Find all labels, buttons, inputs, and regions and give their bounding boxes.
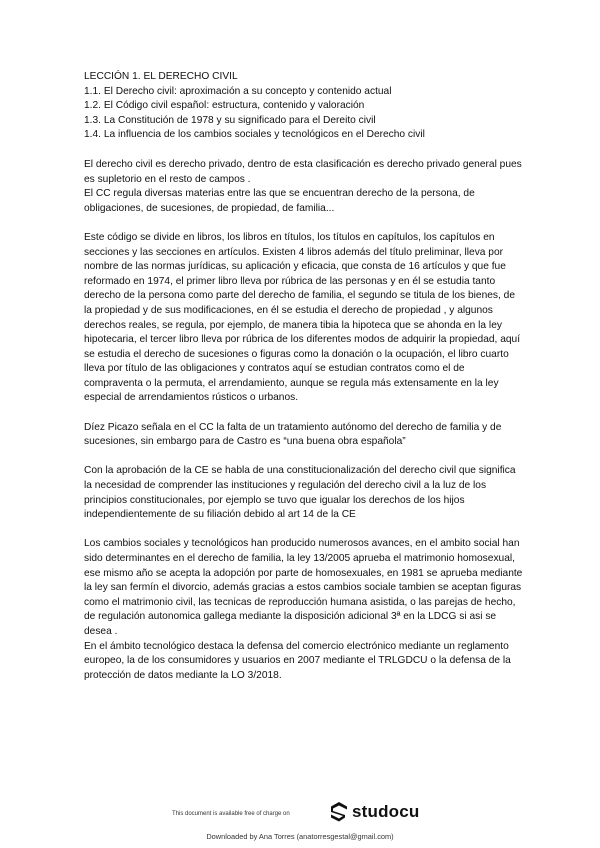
studocu-wordmark: studocu — [352, 802, 420, 821]
paragraph: En el ámbito tecnológico destaca la defensa del comercio electrónico mediante un reglamento europeo, la de los consumidores y usuarios en 2007 mediante el TRLGDCU o la defensa de la protección de datos mediante la LO 3/2018. — [84, 640, 511, 681]
studocu-logo-icon — [329, 801, 349, 823]
document-body — [84, 70, 524, 698]
lesson-title: LECCIÓN 1. EL DERECHO CIVIL — [84, 71, 238, 82]
paragraph: Díez Picazo señala en el CC la falta de un tratamiento autónomo del derecho de familia y de sucesiones, sin embargo para de Castro es “una buena obra española” — [84, 421, 502, 448]
availability-text: This document is available free of charge on — [172, 811, 290, 817]
lesson-header — [84, 70, 524, 143]
topic-item: 1.2. El Código civil español: estructura, contenido y valoración — [84, 100, 365, 112]
paragraph: Este código se divide en libros, los libros en títulos, los títulos en capítulos, los capítulos en secciones y las secciones en artículos. Existen 4 libros además del título preliminar, lleva por nombre de las normas jurídicas, su aplicación y eficacia, que consta de 16 artículos y que fue reformado en 1974, el primer libro lleva por rúbrica de las personas y en él se estudia tanto derecho de la persona como parte del derecho de familia, el segundo se titula de los bienes, de la propiedad y de sus modificaciones, en él se estudia el derecho de propiedad , y algunos derechos reales, se regula, por ejemplo, de manera tibia la hipoteca que se ahonda en la ley hipotecaria, el tercer libro lleva por rúbrica de los diferentes modos de adquirir la propiedad, aquí se estudia el derecho de sucesiones o figuras como la donación o la ocupación, el libro cuarto lleva por título de las obligaciones y contratos aquí se estudian contratos como el de compraventa o la permuta, el arrendamiento, aunque se regula más extensamente en la ley especial de arrendamientos rústicos o urbanos. — [84, 231, 521, 404]
topic-item: 1.1. El Derecho civil: aproximación a su concepto y contenido actual — [84, 85, 392, 97]
download-attribution: Downloaded by Ana Torres (anatorresgestal@gmail.com) — [206, 832, 394, 841]
paragraph: Con la aprobación de la CE se habla de una constitucionalización del derecho civil que significa la necesidad de comprender las instituciones y regulación del derecho civil a la luz de los principios constitucionales, por ejemplo se tuvo que igualar los derechos de los hijos independientemente de su filiación debido al art 14 de la CE — [84, 465, 516, 521]
studocu-logo-link[interactable] — [329, 801, 420, 823]
paragraph: El CC regula diversas materias entre las que se encuentran derecho de la persona, de obligaciones, de sucesiones, de propiedad, de familia... — [84, 188, 475, 214]
topic-item: 1.4. La influencia de los cambios sociales y tecnológicos en el Derecho civil — [84, 129, 425, 141]
paragraph: El derecho civil es derecho privado, dentro de esta clasificación es derecho privado general pues es supletorio en el resto de campos . — [84, 158, 522, 185]
topic-item: 1.3. La Constitución de 1978 y su significado para el Dereito civil — [84, 114, 376, 126]
paragraph: Los cambios sociales y tecnológicos han producido numerosos avances, en el ambito social han sido determinantes en el derecho de familia, la ley 13/2005 aprueba el matrimonio homosexual, ese mismo año se acepta la adopción por parte de homosexuales, en 1981 se aprueba mediante la ley san fermín el divorcio, además gracias a estos cambios sociale tambien se aceptan figuras como el matrimonio civil, las tecnicas de reproducción humana asistida, o las parejas de hecho, de regulación autonomica gallega mediante la disposición adicional 3ª en la LDCG si asi se desea . — [84, 538, 523, 637]
